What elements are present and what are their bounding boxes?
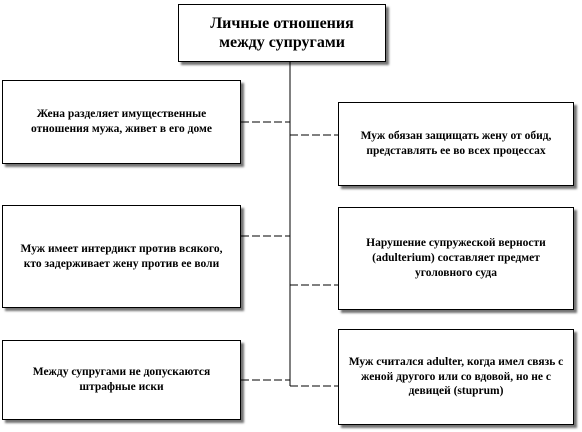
right-node-1 [338,102,574,186]
left-node-3-text: Между супругами не допускаются штрафные иски [32,366,211,393]
right-node-3-text: Муж считался adulter, когда имел связь с женой другого или со вдовой, но не с девицей (stuprum) [348,355,564,398]
left-node-1 [2,80,241,164]
left-node-2 [2,205,241,308]
title-text: Личные отношения между супругами [210,14,354,51]
right-node-1-text: Муж обязан защищать жену от обид, представлять ее во всех процессах [360,130,552,157]
title-node [178,4,386,62]
right-node-3 [338,329,574,425]
left-node-1-text: Жена разделяет имущественные отношения мужа, живет в его доме [31,108,212,135]
left-node-3 [2,340,241,420]
right-node-2-text: Нарушение супружеской верности (adulterium) составляет предмет уголовного суда [366,237,546,279]
right-node-2 [338,207,574,310]
left-node-2-text: Муж имеет интердикт против всякого, кто задерживает жену против ее воли [20,242,223,270]
